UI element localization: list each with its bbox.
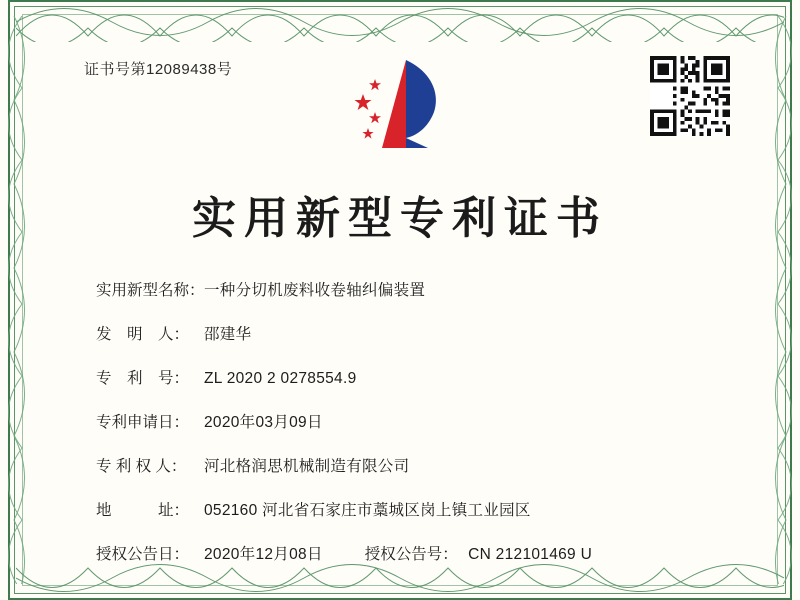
field-label: 专 利 权 人： — [96, 458, 187, 475]
qr-code-icon — [650, 56, 730, 136]
grant-number-label: 授权公告号： — [364, 546, 458, 563]
logo-graphic — [348, 52, 458, 162]
field-value: ZL 2020 2 0278554.9 — [204, 370, 357, 387]
grant-number-value: CN 212101469 U — [468, 546, 593, 563]
field-utility-model-name — [96, 278, 740, 300]
grant-number-group — [365, 542, 592, 564]
field-value: 邵建华 — [204, 326, 252, 343]
field-application-date — [96, 410, 740, 432]
page-title: 实用新型专利证书 — [192, 193, 608, 244]
field-value: 一种分切机废料收卷轴纠偏装置 — [204, 282, 426, 299]
field-label: 实用新型名称： — [96, 282, 205, 299]
field-label: 地 址： — [96, 502, 190, 519]
certificate-number: 证书号第12089438号 — [84, 61, 233, 78]
field-label: 专利申请日： — [96, 414, 190, 431]
ornament-right-icon — [772, 16, 798, 584]
field-list — [96, 278, 740, 586]
ornament-left-icon — [2, 16, 28, 584]
field-address — [96, 498, 740, 520]
ornament-top-icon — [16, 2, 784, 42]
field-value: 052160 河北省石家庄市藁城区岗上镇工业园区 — [204, 502, 531, 519]
grant-date-value: 2020年12月08日 — [204, 546, 323, 563]
ornament-right — [772, 16, 798, 584]
field-value: 河北格润思机械制造有限公司 — [204, 458, 410, 475]
ornament-left — [2, 16, 28, 584]
qr-code — [650, 56, 730, 136]
ornament-top — [16, 2, 784, 42]
field-grant-row — [96, 542, 740, 564]
field-label: 发 明 人： — [96, 326, 190, 343]
field-inventor — [96, 322, 740, 344]
field-label: 专 利 号： — [96, 370, 190, 387]
field-patentee — [96, 454, 740, 476]
field-value: 2020年03月09日 — [204, 414, 323, 431]
grant-date-label: 授权公告日： — [96, 546, 190, 563]
cnipa-logo-icon — [348, 52, 458, 162]
field-patent-number — [96, 366, 740, 388]
